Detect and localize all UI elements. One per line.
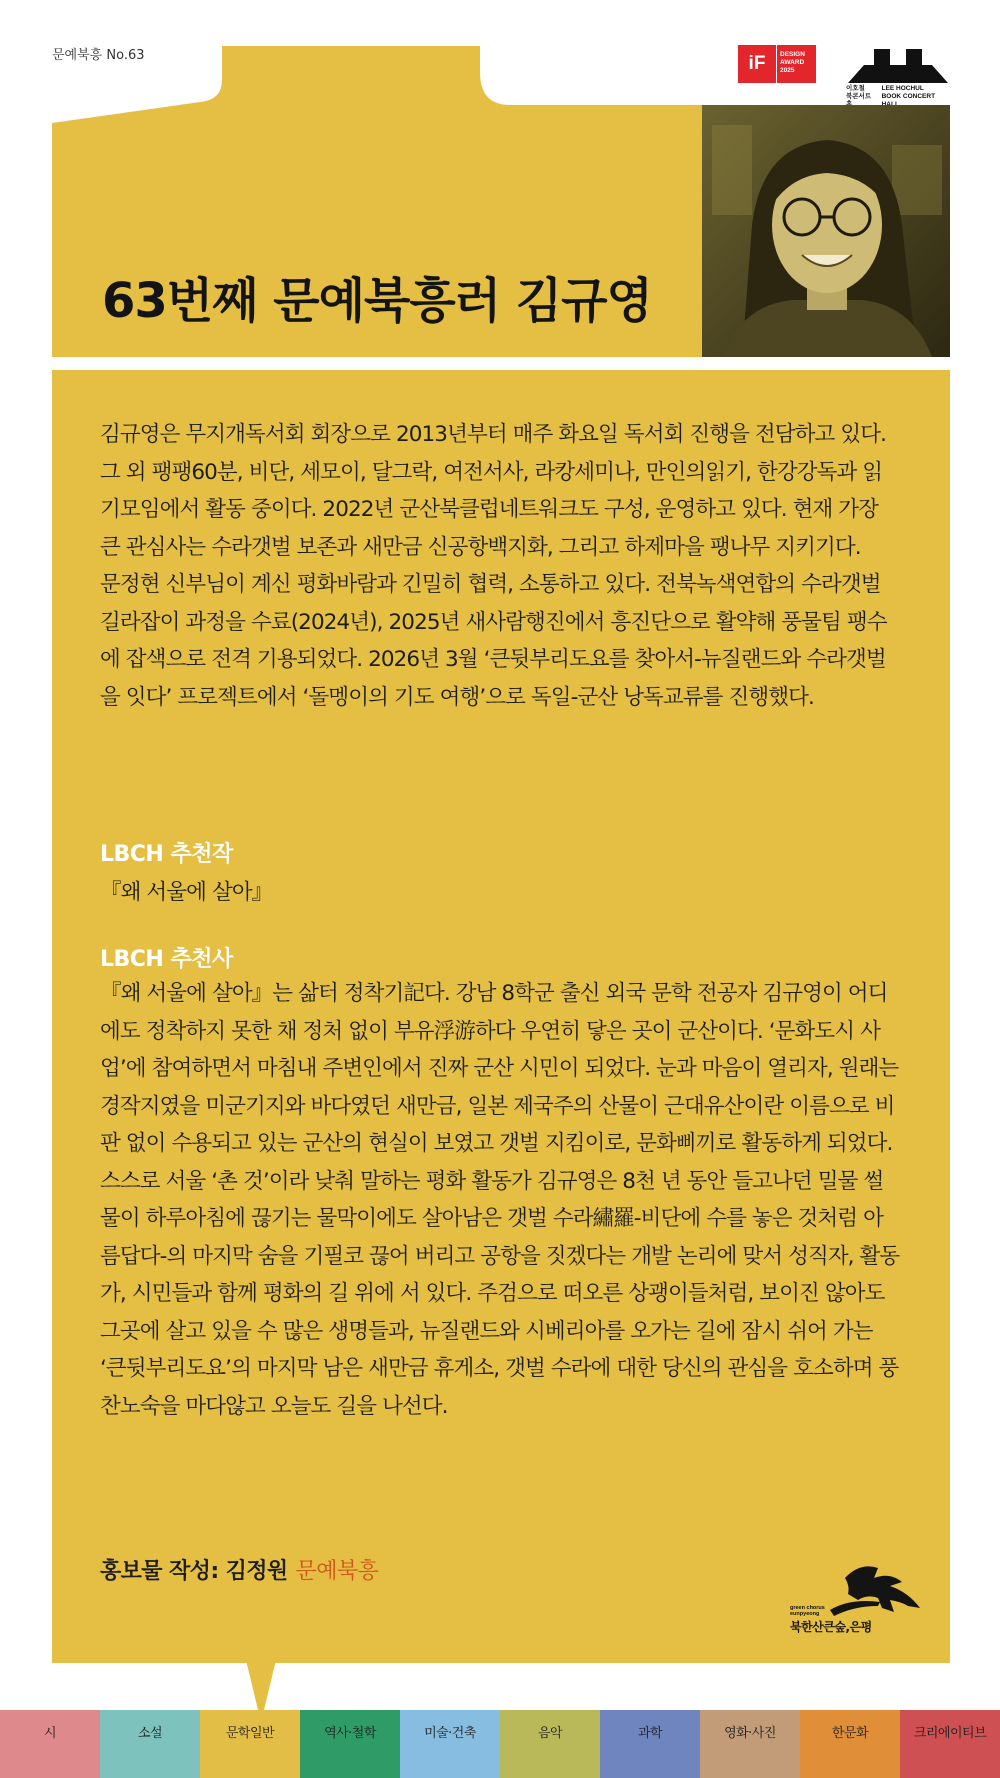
category-tab[interactable]: 시 bbox=[0, 1710, 100, 1778]
green-small-1: green chorus bbox=[790, 1605, 825, 1611]
green-chorus-main-text: 북한산큰숲,은평 bbox=[790, 1620, 872, 1634]
lbch-korean-1: 이호철 bbox=[846, 85, 865, 92]
portrait-photo bbox=[702, 105, 950, 357]
lbch-english-2: BOOK CONCERT bbox=[881, 93, 936, 100]
recommendation-paragraph-1: 『왜 서울에 살아』는 삶터 정착기記다. 강남 8학군 출신 외국 문학 전공자 김규영이 어디에도 정착하지 못한 채 정처 없이 부유浮游하다 우연히 닿은 곳이 군산이다. ‘문화도시 사업’에 참여하면서 마침내 주변인에서 진짜 군산 시민이 되었다. 눈과 마음이 열리자, 원래는 경작지였을 미군기지와 바다였던 새만금, 일본 제국주의 산물이 근대유산이란 이름으로 비판 없이 수용되고 있는 군산의 현실이 보였고 갯벌 지킴이로, 문화삐끼로 활동하게 되었다. bbox=[100, 981, 899, 1156]
if-line-1: DESIGN bbox=[780, 51, 805, 58]
category-tab[interactable]: 음악 bbox=[500, 1710, 600, 1778]
category-tab[interactable]: 과학 bbox=[600, 1710, 700, 1778]
category-tab[interactable]: 미술·건축 bbox=[400, 1710, 500, 1778]
category-tab[interactable]: 영화·사진 bbox=[700, 1710, 800, 1778]
category-bar bbox=[0, 1710, 1000, 1778]
bio-paragraph-1: 김규영은 무지개독서회 회장으로 2013년부터 매주 화요일 독서회 진행을 전담하고 있다. 그 외 팽팽60분, 비단, 세모이, 달그락, 여전서사, 라캉세미나, 만인의읽기, 한강강독과 읽기모임에서 활동 중이다. 2022년 군산북클럽네트워크도 구성, 운영하고 있다. 현재 가장 큰 관심사는 수라갯벌 보존과 새만금 신공항백지화, 그리고 하제마을 팽나무 지키기다. bbox=[100, 422, 887, 560]
category-tab[interactable]: 소설 bbox=[100, 1710, 200, 1778]
lbch-korean-2: 북콘서트 bbox=[846, 93, 872, 100]
if-line-3: 2025 bbox=[780, 67, 795, 74]
category-tab[interactable]: 한문화 bbox=[800, 1710, 900, 1778]
if-line-2: AWARD bbox=[780, 59, 805, 66]
lbch-english-1: LEE HOCHUL bbox=[881, 85, 924, 92]
green-chorus-small-text bbox=[790, 1605, 825, 1617]
bio-paragraph-2: 문정현 신부님이 계신 평화바람과 긴밀히 협력, 소통하고 있다. 전북녹색연합의 수라갯벌 길라잡이 과정을 수료(2024년), 2025년 새사람행진에서 흥진단으로 활약해 풍물팀 팽수에 잡색으로 전격 기용되었다. 2026년 3월 ‘큰뒷부리도요를 찾아서-뉴질랜드와 수라갯벌을 잇다’ 프로젝트에서 ‘돌멩이의 기도 여행’으로 독일-군산 낭독교류를 진행했다. bbox=[100, 572, 887, 710]
recommended-book-heading: LBCH 추천작 bbox=[100, 842, 233, 867]
recommendation-text bbox=[100, 975, 900, 1425]
recommendation-paragraph-2: 스스로 서울 ‘촌 것’이라 낮춰 말하는 평화 활동가 김규영은 8천 년 동안 들고나던 밀물 썰물이 하루아침에 끊기는 물막이에도 살아남은 갯벌 수라繡羅-비단에 수를 놓은 것처럼 아름답다-의 마지막 숨을 기필코 끊어 버리고 공항을 짓겠다는 개발 논리에 맞서 성직자, 활동가, 시민들과 함께 평화의 길 위에 서 있다. 주검으로 떠오른 상괭이들처럼, 보이진 않아도 그곳에 살고 있을 수 많은 생명들과, 뉴질랜드와 시베리아를 오가는 길에 잠시 쉬어 가는 ‘큰뒷부리도요’의 마지막 남은 새만금 휴게소, 갯벌 수라에 대한 당신의 관심을 호소하며 풍찬노숙을 마다않고 오늘도 길을 나선다. bbox=[100, 1168, 900, 1419]
if-design-award-logo bbox=[738, 45, 816, 83]
if-mark: iF bbox=[738, 45, 776, 83]
recommendation-heading: LBCH 추천사 bbox=[100, 947, 233, 972]
if-award-text bbox=[776, 45, 816, 83]
green-small-2: eunpyeong bbox=[790, 1611, 820, 1617]
credit-line bbox=[100, 1554, 378, 1585]
recommended-book-title: 『왜 서울에 살아』 bbox=[100, 880, 273, 905]
category-tab[interactable]: 역사·철학 bbox=[300, 1710, 400, 1778]
category-tab[interactable]: 문학일반 bbox=[200, 1710, 300, 1778]
issue-label: 문예북흥 No.63 bbox=[52, 48, 145, 63]
page-title: 63번째 문예북흥러 김규영 bbox=[102, 273, 652, 329]
bio-text bbox=[100, 416, 900, 716]
credit-brand: 문예북흥 bbox=[295, 1559, 379, 1584]
credit-label: 홍보물 작성: 김정원 bbox=[100, 1559, 288, 1584]
category-pointer bbox=[246, 1660, 276, 1710]
category-tab[interactable]: 크리에이티브 bbox=[900, 1710, 1000, 1778]
